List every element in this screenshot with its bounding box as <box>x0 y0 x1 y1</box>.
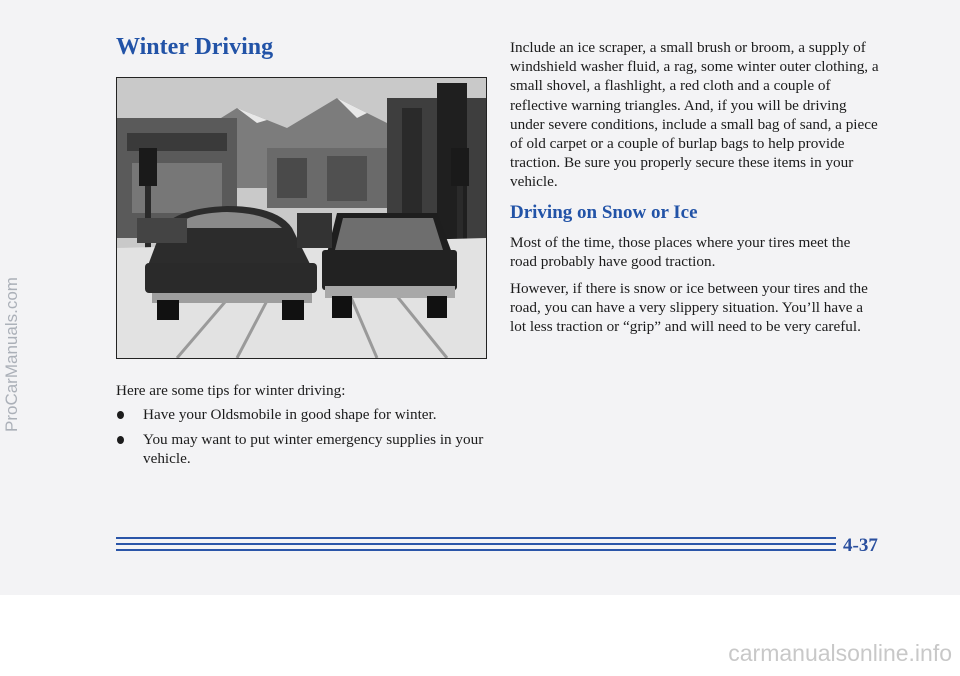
traction-paragraph: Most of the time, those places where your tires meet the road probably have good traction. <box>510 233 851 270</box>
footer-rule <box>116 549 836 551</box>
bullet-icon <box>117 411 124 419</box>
emergency-supplies-paragraph: Include an ice scraper, a small brush or broom, a supply of windshield washer fluid, a rag, some winter outer clothing, a small shovel, a flashlight, a red cloth and a couple of reflective warning triangles. And, if you will be driving under severe conditions, include a small bag of sand, a piece of old carpet or a couple of burlap bags to help provide traction. Be sure you properly secure these items in your vehicle. <box>510 39 879 191</box>
winter-tips-intro: Here are some tips for winter driving: <box>116 382 346 399</box>
list-item <box>116 430 486 468</box>
winter-street-illustration <box>116 77 487 359</box>
list-item <box>116 405 486 424</box>
side-watermark: ProCarManuals.com <box>2 277 21 432</box>
footer-rule <box>116 537 836 539</box>
bottom-watermark: carmanualsonline.info <box>728 640 952 666</box>
footer-rule <box>116 543 836 545</box>
right-column <box>510 38 880 337</box>
section-heading: Driving on Snow or Ice <box>510 201 698 223</box>
list-item-text: You may want to put winter emergency supplies in your vehicle. <box>143 431 484 468</box>
winter-tips-list <box>116 405 486 475</box>
slippery-paragraph: However, if there is snow or ice between your tires and the road, you can have a very slippery situation. You’ll have a lot less traction or “grip” and will need to be very careful. <box>510 280 868 336</box>
bullet-icon <box>117 436 124 444</box>
page-number: 4-37 <box>843 535 878 556</box>
page-title: Winter Driving <box>116 34 274 60</box>
list-item-text: Have your Oldsmobile in good shape for winter. <box>143 406 437 423</box>
